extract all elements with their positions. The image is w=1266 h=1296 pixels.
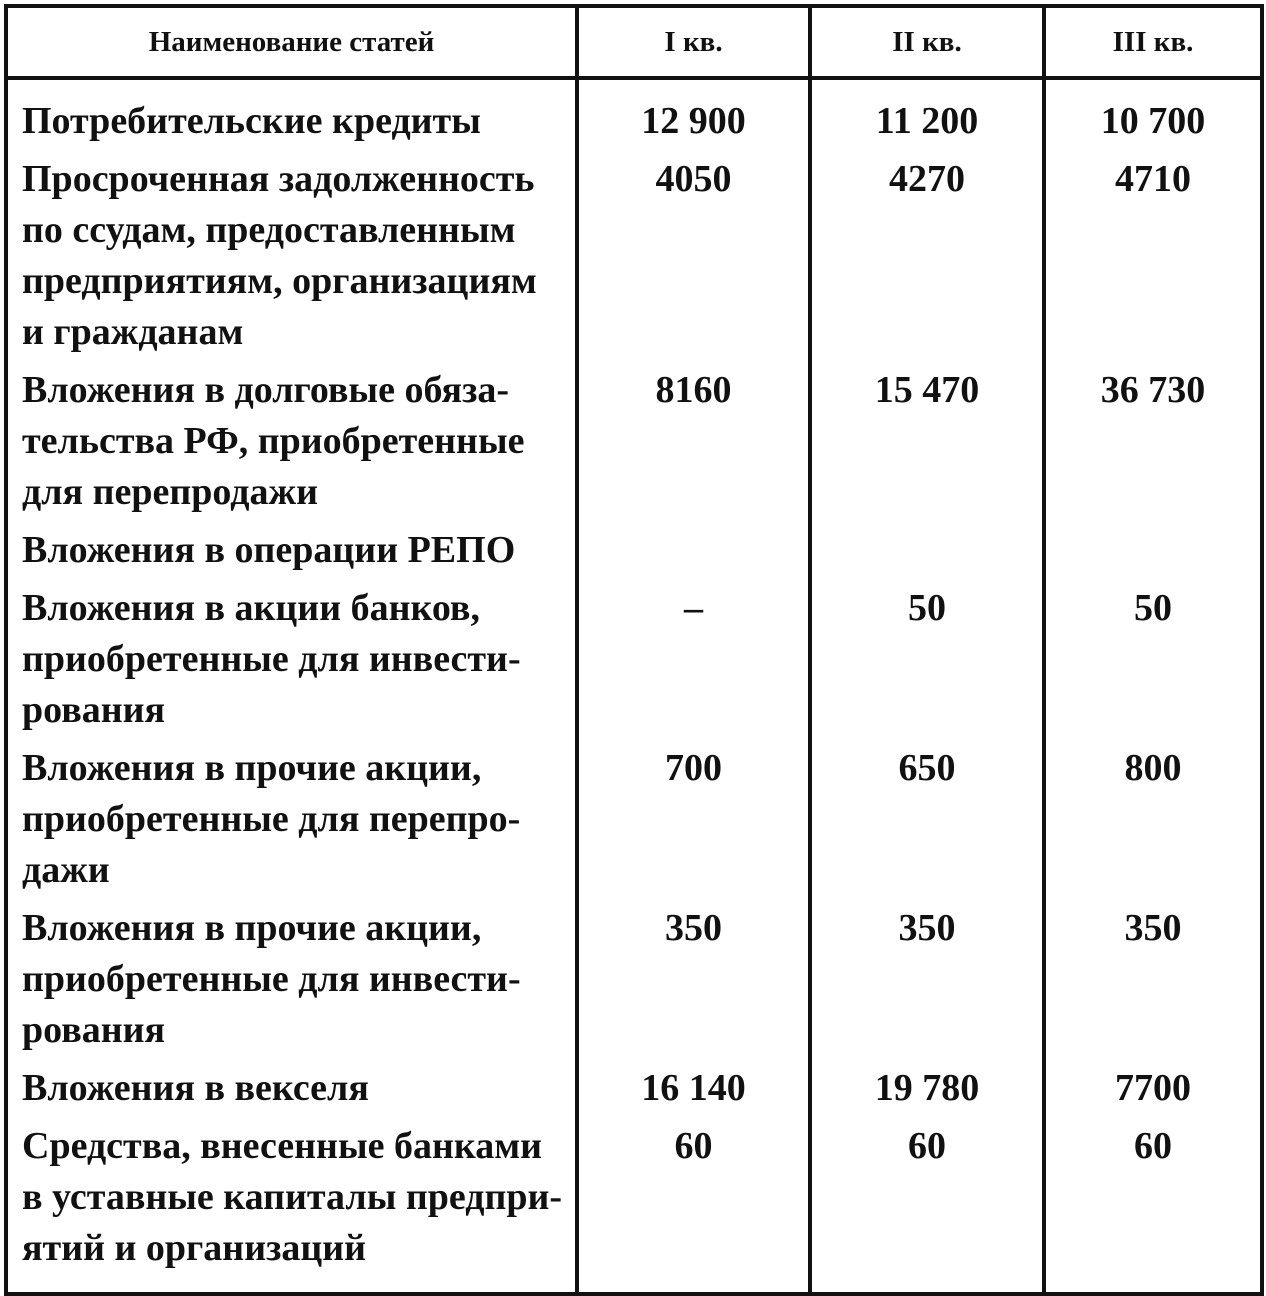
cell-q2: 11 200 xyxy=(810,78,1044,147)
table-row xyxy=(6,1114,1262,1294)
cell-q3: 50 xyxy=(1044,576,1262,736)
cell-q3: 7700 xyxy=(1044,1056,1262,1114)
table-row xyxy=(6,147,1262,358)
cell-q1: 16 140 xyxy=(577,1056,810,1114)
cell-q3: 800 xyxy=(1044,736,1262,896)
cell-q2: 19 780 xyxy=(810,1056,1044,1114)
row-label: Вложения в прочие акции, приобретенные для инвести-рования xyxy=(22,907,521,1051)
cell-q3: 36 730 xyxy=(1044,358,1262,518)
cell-q3 xyxy=(1044,518,1262,576)
cell-q2: 650 xyxy=(810,736,1044,896)
header-row xyxy=(6,6,1262,78)
header-q2: II кв. xyxy=(810,6,1044,78)
header-q3: III кв. xyxy=(1044,6,1262,78)
table-row xyxy=(6,518,1262,576)
header-item-name: Наименование статей xyxy=(6,6,577,78)
table-row xyxy=(6,896,1262,1056)
row-label: Вложения в прочие акции, приобретенные для перепро-дажи xyxy=(22,747,521,891)
cell-q3: 10 700 xyxy=(1044,78,1262,147)
cell-q1: 60 xyxy=(577,1114,810,1294)
cell-q1: – xyxy=(577,576,810,736)
cell-q1: 8160 xyxy=(577,358,810,518)
row-label: Вложения в акции банков, приобретенные для инвести-рования xyxy=(22,587,521,731)
cell-q2: 60 xyxy=(810,1114,1044,1294)
cell-q1: 700 xyxy=(577,736,810,896)
header-q1: I кв. xyxy=(577,6,810,78)
row-label: Вложения в долговые обяза-тельства РФ, приобретенные для перепродажи xyxy=(22,369,525,513)
cell-q2: 15 470 xyxy=(810,358,1044,518)
row-label: Потребительские кредиты xyxy=(22,100,481,142)
table-row xyxy=(6,736,1262,896)
row-label: Вложения в операции РЕПО xyxy=(22,529,516,571)
row-label: Просроченная задолженность по ссудам, предоставленным предприятиям, организациям и гражданам xyxy=(22,158,537,353)
table-row xyxy=(6,358,1262,518)
table-row xyxy=(6,78,1262,147)
cell-q3: 60 xyxy=(1044,1114,1262,1294)
cell-q3: 350 xyxy=(1044,896,1262,1056)
cell-q1 xyxy=(577,518,810,576)
table-row xyxy=(6,576,1262,736)
cell-q2: 350 xyxy=(810,896,1044,1056)
row-label: Средства, внесенные банками в уставные капиталы предпри-ятий и организаций xyxy=(22,1125,563,1269)
row-label: Вложения в векселя xyxy=(22,1067,369,1109)
cell-q3: 4710 xyxy=(1044,147,1262,358)
table-row xyxy=(6,1056,1262,1114)
cell-q1: 4050 xyxy=(577,147,810,358)
data-table xyxy=(4,4,1264,1296)
cell-q1: 12 900 xyxy=(577,78,810,147)
cell-q2 xyxy=(810,518,1044,576)
cell-q1: 350 xyxy=(577,896,810,1056)
cell-q2: 4270 xyxy=(810,147,1044,358)
cell-q2: 50 xyxy=(810,576,1044,736)
